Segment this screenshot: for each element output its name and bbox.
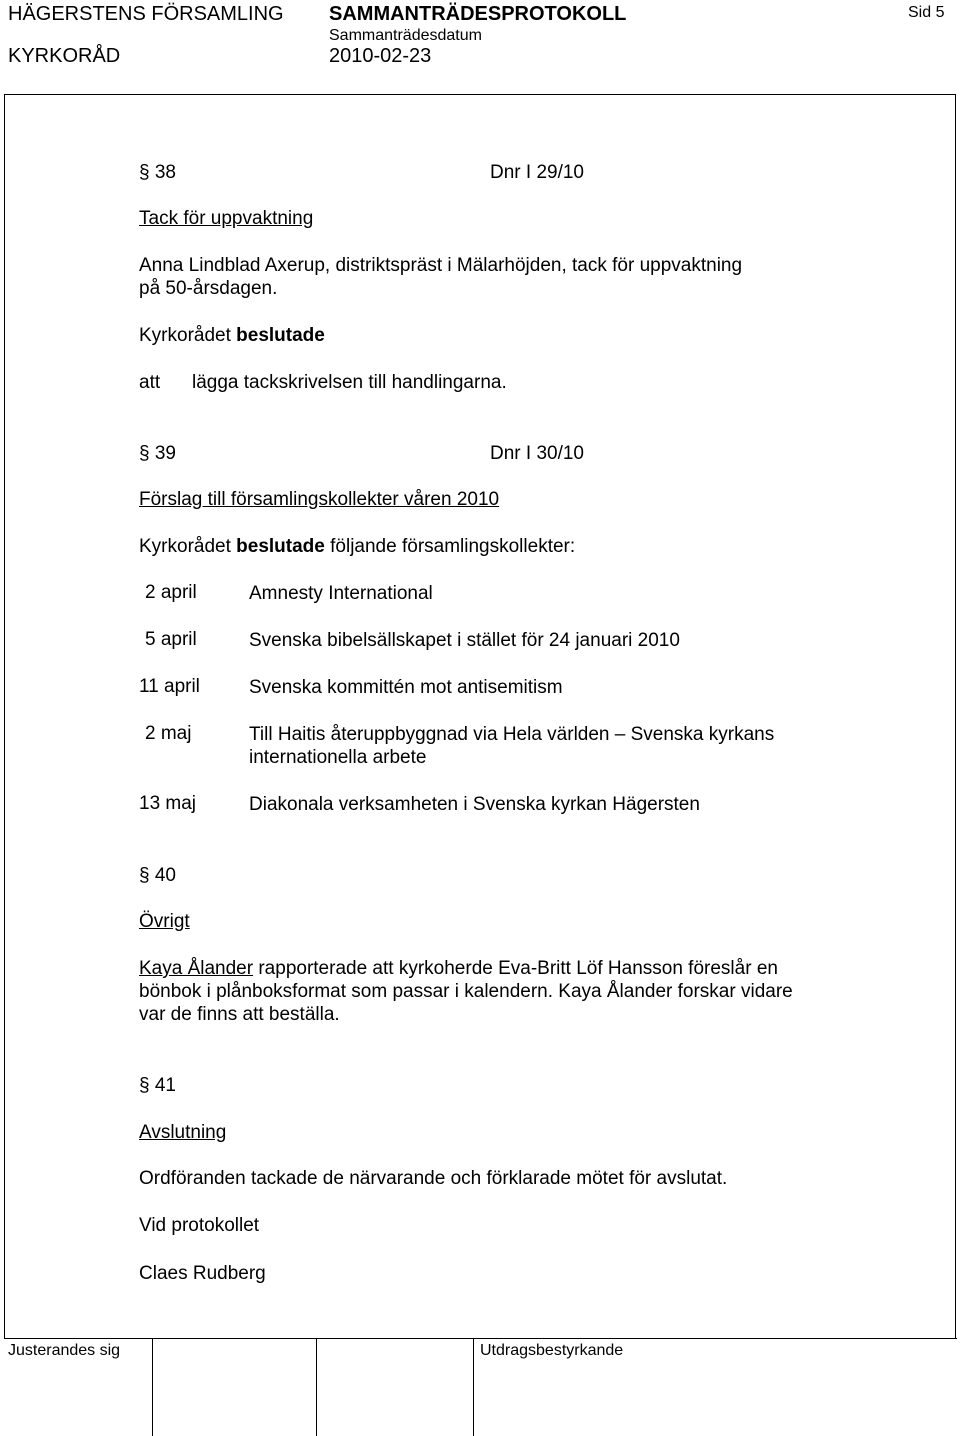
section-41-text: Ordföranden tackade de närvarande och förklarade mötet för avslutat.	[139, 1168, 728, 1189]
footer-column-divider	[473, 1338, 474, 1436]
meeting-date: 2010-02-23	[329, 45, 432, 67]
section-38-title: Tack för uppvaktning	[139, 208, 314, 229]
collection-desc: Till Haitis återuppbyggnad via Hela världen – Svenska kyrkans internationella arbete	[249, 724, 775, 768]
section-38-att: att	[139, 372, 161, 393]
decision-suffix: följande församlingskollekter:	[324, 536, 576, 557]
section-41-title: Avslutning	[139, 1122, 227, 1143]
section-39-dnr: Dnr I 30/10	[490, 443, 584, 464]
decision-verb: beslutade	[236, 536, 325, 557]
signature-label: Vid protokollet	[139, 1215, 260, 1236]
footer-divider	[4, 1338, 957, 1339]
decision-verb: beslutade	[236, 325, 325, 346]
footer-justerandes-sig: Justerandes sig	[8, 1342, 121, 1359]
section-40-line1-rest: rapporterade att kyrkoherde Eva-Britt Löf Hansson föreslår en	[253, 958, 778, 979]
section-39-title: Förslag till församlingskollekter våren 2010	[139, 489, 500, 510]
section-38-text-line1: Anna Lindblad Axerup, distriktspräst i Mälarhöjden, tack för uppvaktning	[139, 255, 743, 276]
collection-desc: Diakonala verksamheten i Svenska kyrkan Hägersten	[249, 794, 700, 815]
date-label: Sammanträdesdatum	[329, 27, 482, 44]
collection-date: 2 maj	[145, 723, 192, 744]
section-40-title: Övrigt	[139, 911, 190, 932]
footer-column-divider	[316, 1338, 317, 1436]
page-number: Sid 5	[908, 4, 945, 21]
decision-prefix: Kyrkorådet	[139, 536, 237, 557]
section-40-line1	[139, 957, 778, 980]
person-name: Kaya Ålander	[139, 958, 254, 979]
section-41-number: § 41	[139, 1075, 176, 1096]
collection-desc: Svenska bibelsällskapet i stället för 24 januari 2010	[249, 630, 680, 651]
document-type: SAMMANTRÄDESPROTOKOLL	[329, 3, 627, 25]
section-38-dnr: Dnr I 29/10	[490, 162, 584, 183]
collection-date: 13 maj	[139, 793, 197, 814]
section-39-decision	[139, 535, 575, 558]
collection-desc: Svenska kommittén mot antisemitism	[249, 677, 563, 698]
signature-name: Claes Rudberg	[139, 1263, 266, 1284]
section-38-number: § 38	[139, 162, 176, 183]
section-40-line2: bönbok i plånboksformat som passar i kalendern. Kaya Ålander forskar vidare	[139, 981, 793, 1002]
footer-column-divider	[152, 1338, 153, 1436]
collection-date: 11 april	[139, 676, 200, 697]
footer-utdragsbestyrkande: Utdragsbestyrkande	[480, 1342, 624, 1359]
section-40-number: § 40	[139, 865, 176, 886]
decision-prefix: Kyrkorådet	[139, 325, 237, 346]
section-39-number: § 39	[139, 443, 176, 464]
org-name: HÄGERSTENS FÖRSAMLING	[8, 3, 284, 25]
section-38-text-line2: på 50-årsdagen.	[139, 278, 278, 299]
section-40-line3: var de finns att beställa.	[139, 1004, 340, 1025]
section-38-decision	[139, 324, 325, 347]
collection-date: 2 april	[145, 582, 197, 603]
section-38-att-text: lägga tackskrivelsen till handlingarna.	[192, 372, 507, 393]
body-name: KYRKORÅD	[8, 45, 121, 67]
collection-desc: Amnesty International	[249, 583, 433, 604]
collection-date: 5 april	[145, 629, 197, 650]
